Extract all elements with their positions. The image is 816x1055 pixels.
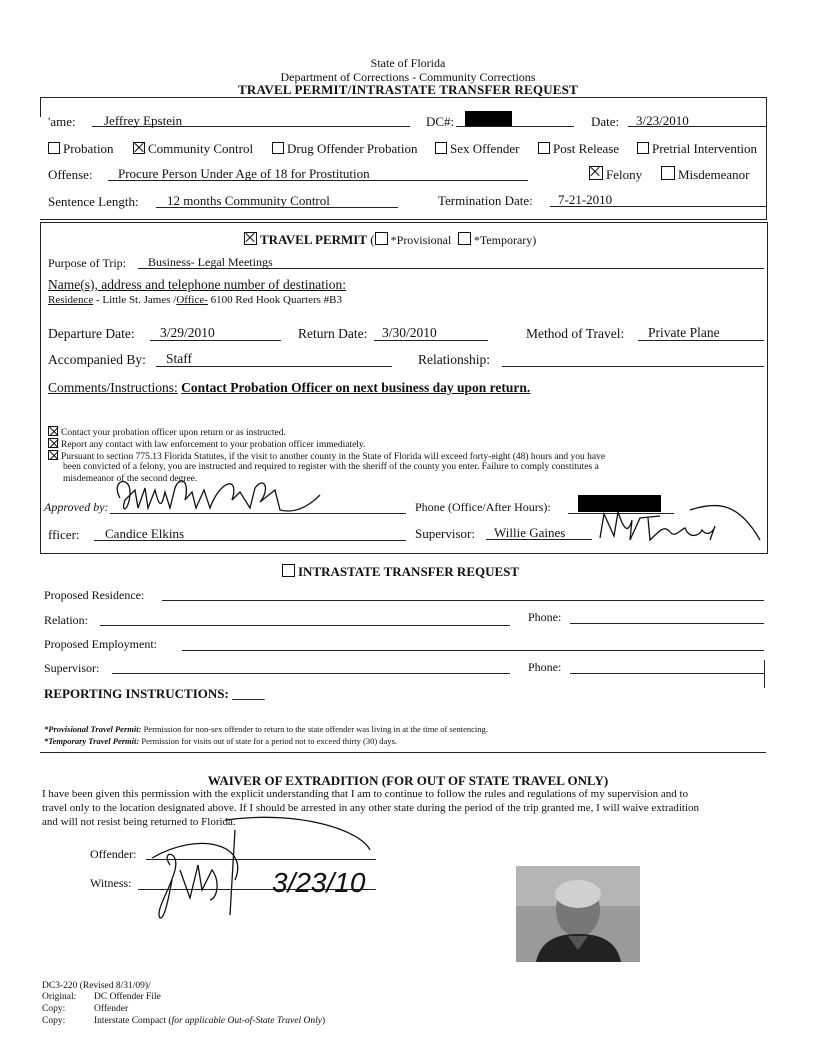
temporary-note: *Temporary Travel Permit: Permission for visits out of state for a period not to exceed thirty (30) days. xyxy=(44,736,397,746)
footer-row-2-value: Offender xyxy=(94,1004,129,1014)
phone1-label: Phone: xyxy=(528,610,562,624)
return-value: 3/30/2010 xyxy=(382,325,437,340)
misdemeanor-option[interactable]: Misdemeanor xyxy=(661,166,749,183)
instruction-3b: been convicted of a felony, you are instructed and required to register with the sheriff of the county you enter. Failure to comply constitutes a xyxy=(63,462,599,472)
instruction-3: Pursuant to section 775.13 Florida Statutes, if the visit to another county in the State of Florida will exceed forty-eight (48) hours and you have xyxy=(48,450,605,462)
probation-checkbox[interactable] xyxy=(48,142,60,154)
transfer-supervisor-field[interactable] xyxy=(112,673,510,674)
phone2-label: Phone: xyxy=(528,660,562,674)
supervision-pretrial[interactable]: Pretrial Intervention xyxy=(637,141,757,157)
header-state: State of Florida xyxy=(370,56,446,70)
footer-row-1-key: Original: xyxy=(42,992,77,1002)
pretrial-checkbox[interactable] xyxy=(637,142,649,154)
destination-label: Name(s), address and telephone number of destination: xyxy=(48,277,347,292)
temporary-checkbox[interactable] xyxy=(458,232,471,245)
phone1-field[interactable] xyxy=(570,623,764,624)
supervision-sex-offender[interactable]: Sex Offender xyxy=(435,141,519,157)
return-label: Return Date: xyxy=(298,326,368,341)
comments-label: Comments/Instructions: Contact Probation Officer on next business day upon return. xyxy=(48,380,531,395)
transfer-checkbox[interactable] xyxy=(282,564,295,577)
transfer-supervisor-label: Supervisor: xyxy=(44,661,100,675)
employment-field[interactable] xyxy=(182,650,764,651)
footer-row-3-key: Copy: xyxy=(42,1016,66,1026)
handwritten-date: 3/23/10 xyxy=(272,867,366,898)
supervision-drug-offender[interactable]: Drug Offender Probation xyxy=(272,141,417,157)
name-label: 'ame: xyxy=(48,114,76,129)
offender-photo xyxy=(516,866,640,962)
name-value: Jeffrey Epstein xyxy=(104,113,183,128)
supervisor-signature xyxy=(590,500,780,550)
waiver-line-2: travel only to the location designated above. If I should be arrested in any other state during the period of the trip granted me, I will waive extradition xyxy=(42,802,700,814)
accompanied-value: Staff xyxy=(166,351,192,366)
phone-hours-label: Phone (Office/After Hours): xyxy=(415,500,551,514)
reporting-instructions: REPORTING INSTRUCTIONS: _____ xyxy=(44,686,265,701)
purpose-label: Purpose of Trip: xyxy=(48,256,127,270)
footer-row-1-value: DC Offender File xyxy=(94,992,161,1002)
relation-field[interactable] xyxy=(100,625,510,626)
offense-label: Offense: xyxy=(48,167,93,182)
travel-permit-checkbox[interactable] xyxy=(244,232,257,245)
instruction-3c: misdemeanor of the second degree. xyxy=(63,474,198,484)
instruction-2: Report any contact with law enforcement to your probation officer immediately. xyxy=(48,438,365,450)
witness-sign-label: Witness: xyxy=(90,876,132,890)
form-title: TRAVEL PERMIT/INTRASTATE TRANSFER REQUEST xyxy=(238,82,578,97)
waiver-line-1: I have been given this permission with the explicit understanding that I am to continue to follow the rules and regulations of my supervision and to xyxy=(42,788,689,800)
proposed-residence-field[interactable] xyxy=(162,600,764,601)
phone2-field[interactable] xyxy=(570,673,764,674)
felony-option[interactable]: Felony xyxy=(589,166,642,183)
date-label: Date: xyxy=(591,114,620,129)
accompanied-label: Accompanied By: xyxy=(48,352,146,367)
waiver-line-3: and will not resist being returned to Florida. xyxy=(42,816,236,828)
provisional-note: *Provisional Travel Permit: Permission for non-sex offender to return to the state offender was living in at the time of sentencing. xyxy=(44,724,488,734)
form-number: DC3-220 (Revised 8/31/09)/ xyxy=(42,981,151,991)
approved-label: Approved by: xyxy=(44,500,109,514)
supervision-community-control[interactable]: Community Control xyxy=(133,141,253,157)
post-release-checkbox[interactable] xyxy=(538,142,550,154)
header-department: Department of Corrections - Community Corrections xyxy=(280,70,536,84)
sentence-value: 12 months Community Control xyxy=(167,193,330,208)
supervision-probation[interactable]: Probation xyxy=(48,141,114,157)
supervision-post-release[interactable]: Post Release xyxy=(538,141,619,157)
destination-value: Residence - Little St. James /Office- 6100 Red Hook Quarters #B3 xyxy=(48,294,342,306)
approved-signature xyxy=(100,470,340,520)
offender-signature xyxy=(140,810,400,920)
provisional-checkbox[interactable] xyxy=(375,232,388,245)
waiver-title: WAIVER OF EXTRADITION (FOR OUT OF STATE TRAVEL ONLY) xyxy=(207,773,609,788)
supervisor-label: Supervisor: xyxy=(415,526,475,541)
sentence-label: Sentence Length: xyxy=(48,194,139,209)
dc-number-redaction xyxy=(465,111,512,126)
sex-offender-checkbox[interactable] xyxy=(435,142,447,154)
dc-label: DC#: xyxy=(426,114,455,129)
community-control-checkbox[interactable] xyxy=(133,142,145,154)
officer-label: fficer: xyxy=(48,527,80,542)
instruction-1: Contact your probation officer upon return or as instructed. xyxy=(48,426,286,438)
employment-label: Proposed Employment: xyxy=(44,637,157,651)
travel-permit-heading[interactable]: TRAVEL PERMIT ( *Provisional *Temporary) xyxy=(244,232,536,248)
footer-row-2-key: Copy: xyxy=(42,1004,66,1014)
misdemeanor-checkbox[interactable] xyxy=(661,166,675,180)
officer-value: Candice Elkins xyxy=(105,526,185,541)
purpose-value: Business- Legal Meetings xyxy=(148,255,273,269)
photo-image xyxy=(516,866,640,962)
method-value: Private Plane xyxy=(648,325,720,340)
departure-value: 3/29/2010 xyxy=(160,325,215,340)
felony-checkbox[interactable] xyxy=(589,166,603,180)
offender-sign-label: Offender: xyxy=(90,847,137,861)
drug-offender-checkbox[interactable] xyxy=(272,142,284,154)
termination-label: Termination Date: xyxy=(438,193,533,208)
relationship-label: Relationship: xyxy=(418,352,490,367)
date-value: 3/23/2010 xyxy=(636,113,689,128)
proposed-residence-label: Proposed Residence: xyxy=(44,588,145,602)
supervisor-value: Willie Gaines xyxy=(494,525,566,540)
footer-row-3-value: Interstate Compact (for applicable Out-of-State Travel Only) xyxy=(94,1016,326,1026)
relation-label: Relation: xyxy=(44,613,88,627)
termination-value: 7-21-2010 xyxy=(558,192,613,207)
transfer-heading[interactable]: INTRASTATE TRANSFER REQUEST xyxy=(282,564,519,580)
comments-value: Contact Probation Officer on next business day upon return. xyxy=(181,380,531,395)
method-label: Method of Travel: xyxy=(526,326,625,341)
departure-label: Departure Date: xyxy=(48,326,135,341)
offense-value: Procure Person Under Age of 18 for Prostitution xyxy=(118,166,370,181)
